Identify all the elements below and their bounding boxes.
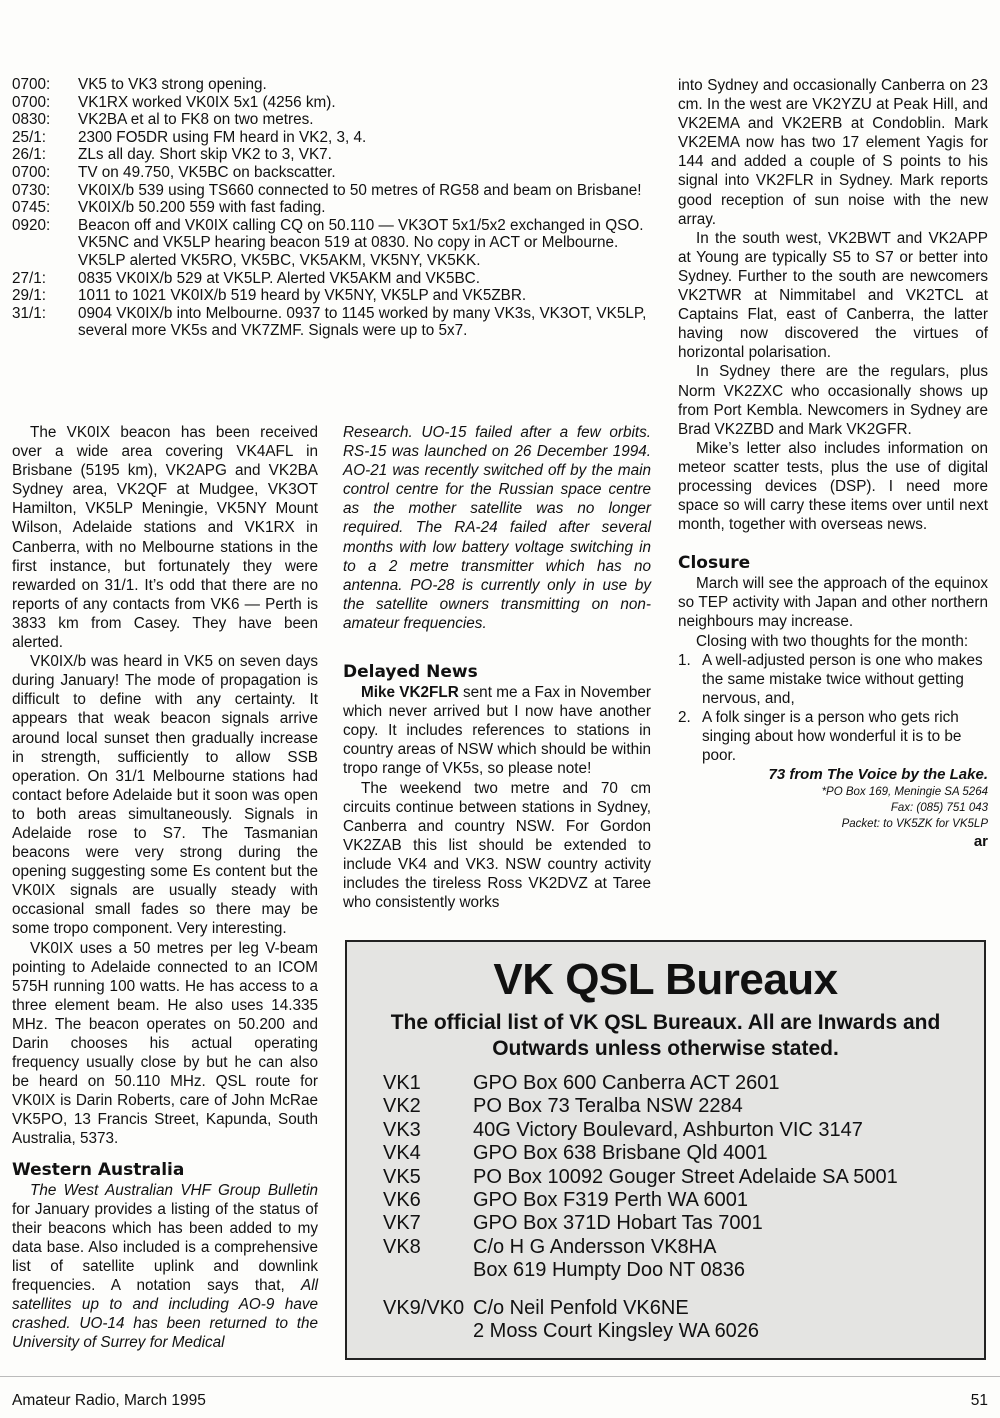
log-time: 25/1: bbox=[12, 128, 47, 146]
bureau-code: VK8 bbox=[383, 1235, 421, 1258]
log-text: 1011 to 1021 VK0IX/b 519 heard by VK5NY, VK5LP and VK5ZBR. bbox=[78, 287, 527, 305]
paragraph: The weekend two metre and 70 cm circuits continue between stations in Sydney, Canberra and country NSW. For Gordon VK2ZAB this list should be extended to include VK4 and VK3. NSW country activity includes the tireless Ross VK2DVZ at Taree who consistently works bbox=[343, 779, 651, 912]
log-entry bbox=[12, 76, 652, 94]
bureau-address: GPO Box 638 Brisbane Qld 4001 bbox=[473, 1142, 768, 1165]
italic-text: All satellites up to and including AO-9 have crashed. UO-14 has been returned to the University of Surrey for Medical bbox=[12, 1277, 318, 1352]
bureau-address: GPO Box F319 Perth WA 6001 bbox=[473, 1189, 748, 1212]
log-entry bbox=[12, 146, 652, 164]
bureau-entry bbox=[383, 1259, 984, 1282]
text: sent me a Fax in November which never arrived but I now have another copy. It includes references to stations in country areas of NSW which should be within tropo range of VK5s, so please note! bbox=[343, 684, 651, 778]
bureau-entry bbox=[383, 1212, 984, 1235]
column-middle bbox=[343, 423, 651, 912]
paragraph: into Sydney and occasionally Canberra on 23 cm. In the west are VK2YZU at Peak Hill, and VK2EMA and VK2ERB at Condoblin. Mark VK2EMA now has two 17 element Yagis for 144 and added a couple of S points to his signal into VK2FLR in Sydney. Mark reports good reception of sun noise with the new array. bbox=[678, 77, 988, 228]
publication-name: Amateur Radio, March 1995 bbox=[12, 1392, 206, 1409]
log-entry bbox=[12, 199, 652, 217]
bureau-code: VK5 bbox=[383, 1165, 421, 1188]
log-text: 0904 VK0IX/b into Melbourne. 0937 to 1145 worked by many VK3s, VK3OT, VK5LP, several more VK5s and VK7ZMF. Signals were up to 5x7. bbox=[78, 304, 647, 340]
bureau-entry bbox=[383, 1297, 984, 1320]
paragraph: VK0IX/b was heard in VK5 on seven days during January! The mode of propagation is difficult to define with any certainty. It appears that weak beacon signals arrive around local sunset then gradually increase in strength, sufficiently to allow SSB operation. On 31/1 Melbourne stations had contact before Adelaide but it soon was open to both areas simultaneously. Signals in Adelaide rose to S7. The Tasmanian beacons were very strong during the opening suggesting some Es content but the VK0IX signals are usually steady with occasional small fades so there may be some tropo component. Very interesting. bbox=[12, 653, 318, 938]
bureau-entry bbox=[383, 1095, 984, 1118]
bureau-address: C/o Neil Penfold VK6NE bbox=[473, 1296, 689, 1319]
page-footer bbox=[12, 1392, 988, 1410]
log-time: 26/1: bbox=[12, 146, 47, 164]
paragraph bbox=[12, 1181, 318, 1353]
bold-text: Mike VK2FLR bbox=[361, 684, 459, 702]
log-time: 0830: bbox=[12, 111, 51, 129]
propagation-log bbox=[12, 76, 652, 340]
bureau-code: VK1 bbox=[383, 1072, 421, 1094]
italic-text: The West Australian VHF Group Bulletin bbox=[30, 1181, 318, 1199]
paragraph: Mike’s letter also includes information on meteor scatter tests, plus the use of digital processing devices (DSP). I need more space so will carry these items over until next month, together with overseas news. bbox=[678, 439, 988, 534]
bureau-address: 40G Victory Boulevard, Ashburton VIC 3147 bbox=[473, 1118, 863, 1141]
bureau-code: VK4 bbox=[383, 1142, 421, 1165]
log-text: 0835 VK0IX/b 529 at VK5LP. Alerted VK5AKM and VK5BC. bbox=[78, 269, 480, 287]
section-heading-western-australia: Western Australia bbox=[12, 1159, 185, 1180]
log-text: TV on 49.750, VK5BC on backscatter. bbox=[78, 163, 336, 181]
log-entry bbox=[12, 217, 652, 270]
thoughts-list bbox=[678, 651, 988, 766]
list-text: A well-adjusted person is one who makes the same mistake twice without getting nervous, and, bbox=[702, 651, 983, 707]
column-right bbox=[678, 76, 988, 851]
bureau-address: PO Box 73 Teralba NSW 2284 bbox=[473, 1095, 743, 1118]
log-time: 0700: bbox=[12, 163, 51, 181]
bureau-code bbox=[383, 1259, 473, 1282]
bureau-code bbox=[383, 1320, 473, 1343]
paragraph: In Sydney there are the regulars, plus Norm VK2ZXC who occasionally shows up from Port Kembla. Newcomers in Sydney are Brad VK2ZBD and Mark VK2GFR. bbox=[678, 363, 988, 438]
log-text: 2300 FO5DR using FM heard in VK2, 3, 4. bbox=[78, 128, 367, 146]
bureau-entry bbox=[383, 1320, 984, 1343]
bureau-list bbox=[347, 1072, 984, 1343]
log-text: VK1RX worked VK0IX 5x1 (4256 km). bbox=[78, 93, 336, 111]
log-text: VK5 to VK3 strong opening. bbox=[78, 76, 267, 93]
log-entry bbox=[12, 305, 652, 340]
log-entry bbox=[12, 111, 652, 129]
paragraph: The VK0IX beacon has been received over a wide area covering VK4AFL in Brisbane (5195 km), VK2APG and VK2BA Sydney area, VK2QF at Mudgee, VK3OT Hamilton, VK5LP Meningie, VK5NY Mount Wilson, Adelaide stations and VK1RX in Canberra, with no Melbourne stations in the first instance, but fortunately they were rewarded on 31/1. It’s odd that there are no reports of any contacts from VK6 — Perth is 3833 km from Casey. They have been alerted. bbox=[12, 424, 318, 652]
bureau-entry bbox=[383, 1236, 984, 1259]
paragraph: March will see the approach of the equinox so TEP activity with Japan and other northern neighbours may increase. bbox=[678, 575, 988, 631]
bureau-address: GPO Box 600 Canberra ACT 2601 bbox=[473, 1072, 780, 1094]
bureau-code: VK3 bbox=[383, 1118, 421, 1141]
section-heading-closure: Closure bbox=[678, 553, 751, 574]
footer-divider bbox=[0, 1376, 1000, 1377]
bureau-entry bbox=[383, 1119, 984, 1142]
log-text: Beacon off and VK0IX calling CQ on 50.110 — VK3OT 5x1/5x2 exchanged in QSO. VK5NC and VK5LP hearing beacon 519 at 0830. No copy in ACT or Melbourne. VK5LP alerted VK5RO, VK5BC, VK5AKM, VK5NY, VK5KK. bbox=[78, 216, 644, 269]
bureau-subtitle: The official list of VK QSL Bureaux. All are Inwards and Outwards unless otherwise stated. bbox=[390, 1011, 941, 1060]
log-text: VK2BA et al to FK8 on two metres. bbox=[78, 111, 314, 129]
list-number: 1. bbox=[678, 651, 691, 669]
list-text: A folk singer is a person who gets rich singing about how wonderful it is to be poor. bbox=[702, 708, 962, 765]
paragraph bbox=[343, 683, 651, 778]
qsl-bureau-box bbox=[345, 940, 986, 1360]
log-time: 27/1: bbox=[12, 269, 47, 287]
bureau-code: VK6 bbox=[383, 1189, 421, 1212]
bureau-entry bbox=[383, 1189, 984, 1212]
log-entry bbox=[12, 94, 652, 112]
text: for January provides a listing of the status of their beacons which has been added to my data base. Also included is a comprehensive list of satellite uplink and downlink frequencies. A notation says that, bbox=[12, 1200, 318, 1295]
paragraph: Closing with two thoughts for the month: bbox=[696, 632, 969, 650]
bureau-title: VK QSL Bureaux bbox=[493, 955, 838, 1004]
paragraph: Research. UO-15 failed after a few orbits. RS-15 was launched on 26 December 1994. AO-21 was recently switched off by the main control centre for the Russian space centre as the mother satellite was no longer required. The RA-24 failed after several months with low battery voltage switching in to a 2 metre transmitter which has no antenna. PO-28 is currently only in use by the satellite owners transmitting on non-amateur frequencies. bbox=[343, 424, 651, 632]
bureau-address: GPO Box 371D Hobart Tas 7001 bbox=[473, 1212, 763, 1235]
bureau-address: PO Box 10092 Gouger Street Adelaide SA 5001 bbox=[473, 1165, 898, 1188]
end-mark: ar bbox=[973, 833, 988, 851]
bureau-entry bbox=[383, 1072, 984, 1095]
signature-address: *PO Box 169, Meningie SA 5264 bbox=[821, 786, 988, 799]
list-item bbox=[678, 708, 988, 765]
log-time: 0730: bbox=[12, 181, 51, 199]
page-number: 51 bbox=[970, 1392, 988, 1409]
bureau-entry bbox=[383, 1142, 984, 1165]
section-heading-delayed-news: Delayed News bbox=[343, 662, 478, 683]
list-item bbox=[678, 651, 988, 708]
bureau-entry bbox=[383, 1166, 984, 1189]
signature: 73 from The Voice by the Lake. bbox=[768, 766, 988, 784]
bureau-code: VK7 bbox=[383, 1212, 421, 1235]
signature-packet: Packet: to VK5ZK for VK5LP bbox=[841, 818, 988, 831]
log-time: 29/1: bbox=[12, 287, 47, 305]
log-time: 0745: bbox=[12, 199, 51, 217]
log-time: 0920: bbox=[12, 216, 51, 234]
list-number: 2. bbox=[678, 708, 691, 726]
log-entry bbox=[12, 164, 652, 182]
log-text: ZLs all day. Short skip VK2 to 3, VK7. bbox=[78, 146, 332, 164]
log-time: 31/1: bbox=[12, 304, 47, 322]
log-entry bbox=[12, 287, 652, 305]
log-entry bbox=[12, 129, 652, 147]
bureau-code: VK9/VK0 bbox=[383, 1296, 465, 1319]
column-left bbox=[12, 423, 318, 1352]
log-entry bbox=[12, 182, 652, 200]
bureau-code: VK2 bbox=[383, 1095, 421, 1118]
log-time: 0700: bbox=[12, 76, 51, 93]
log-text: VK0IX/b 50.200 559 with fast fading. bbox=[78, 199, 326, 217]
log-entry bbox=[12, 270, 652, 288]
signature-fax: Fax: (085) 751 043 bbox=[890, 802, 988, 815]
paragraph: VK0IX uses a 50 metres per leg V-beam pointing to Adelaide connected to an ICOM 575H running 100 watts. He has access to a three element beam. He also uses 14.335 MHz. The beacon operates on 50.200 and Darin chooses his actual operating frequency usually close by but he can also be heard on 50.110 MHz. QSL route for VK0IX is Darin Roberts, care of John McRae VK5PO, 13 Francis Street, Kapunda, South Australia, 5373. bbox=[12, 939, 318, 1148]
log-text: VK0IX/b 539 using TS660 connected to 50 metres of RG58 and beam on Brisbane! bbox=[78, 181, 642, 199]
bureau-address: Box 619 Humpty Doo NT 0836 bbox=[473, 1259, 746, 1282]
log-time: 0700: bbox=[12, 93, 51, 111]
bureau-address: 2 Moss Court Kingsley WA 6026 bbox=[473, 1320, 760, 1343]
paragraph: In the south west, VK2BWT and VK2APP at Young are typically S5 to S7 or better into Sydney. Further to the south are newcomers VK2TWR at Nimmitabel and VK2TCL at Captains Flat, east of Canberra, the latter having now discovered the virtues of horizontal polarisation. bbox=[678, 229, 988, 362]
bureau-address: C/o H G Andersson VK8HA bbox=[473, 1235, 717, 1258]
